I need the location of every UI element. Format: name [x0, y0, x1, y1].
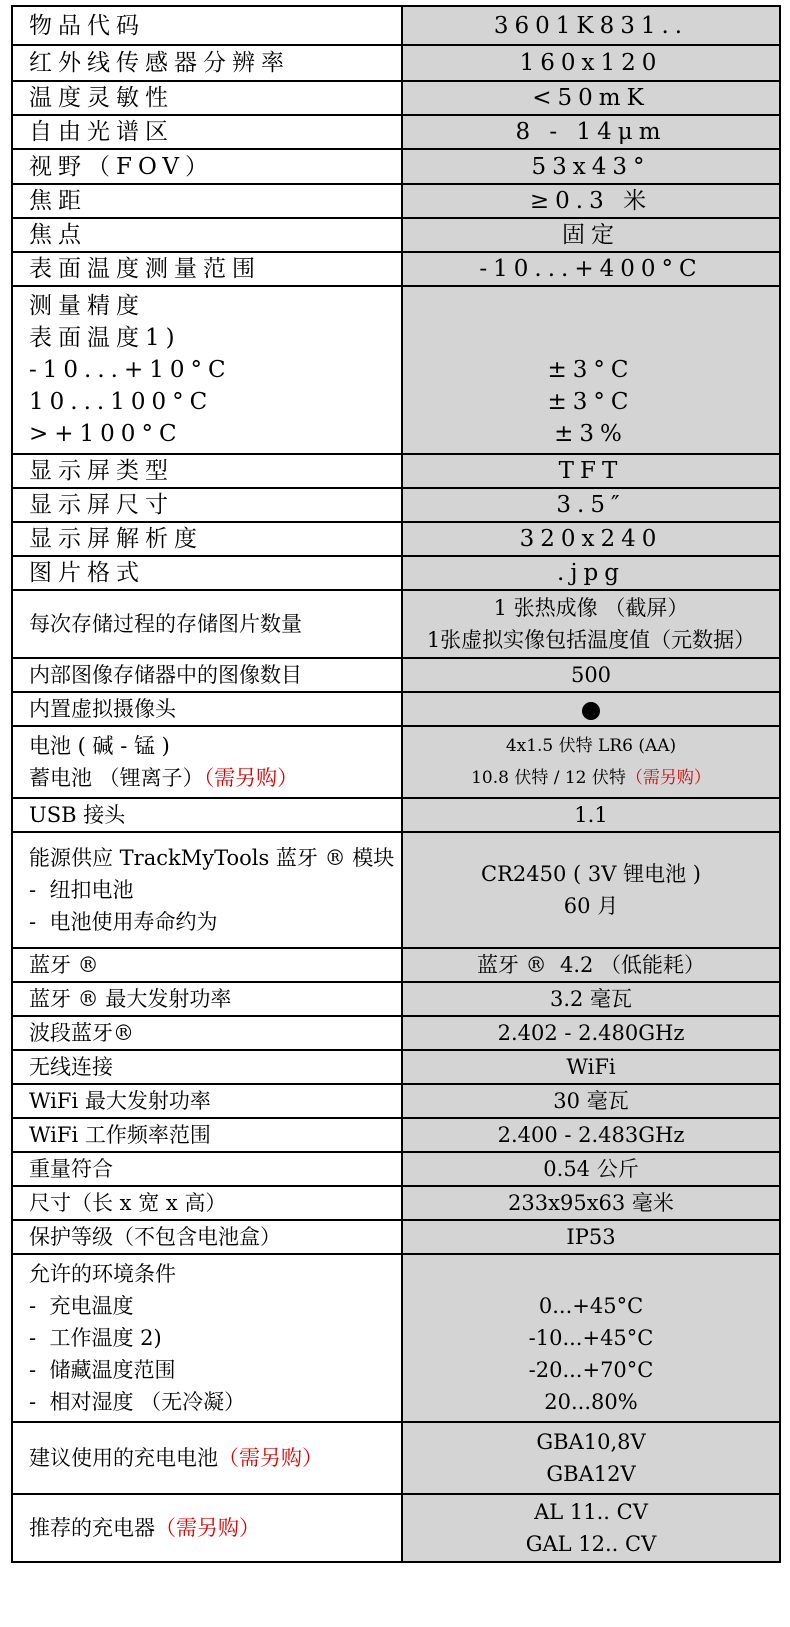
spec-value-text: AL 11.. CV — [534, 1500, 648, 1524]
spec-label — [29, 557, 401, 589]
spec-label — [29, 1322, 401, 1354]
spec-label-cell — [12, 1084, 402, 1118]
spec-value-cell — [402, 45, 780, 81]
spec-label-cell — [12, 1220, 402, 1254]
spec-label — [29, 1017, 401, 1049]
spec-value-text: 蓝牙 ® 4.2 （低能耗） — [476, 953, 706, 977]
spec-value — [403, 1528, 779, 1560]
spec-row — [12, 81, 780, 115]
spec-row — [12, 1050, 780, 1084]
spec-value-text: IP53 — [566, 1225, 616, 1249]
spec-value — [403, 1322, 779, 1354]
spec-label — [29, 949, 401, 981]
spec-label-text: 内置虚拟摄像头 — [29, 697, 176, 721]
spec-value — [403, 455, 779, 487]
spec-value — [403, 322, 779, 354]
spec-label — [29, 219, 401, 251]
spec-label-text: - 工作温度 2) — [29, 1326, 162, 1350]
spec-row — [12, 45, 780, 81]
spec-value — [403, 1426, 779, 1458]
spec-value-text: 60 月 — [563, 894, 619, 918]
spec-row — [12, 1422, 780, 1494]
spec-label-text: 尺寸（长 x 宽 x 高） — [29, 1191, 227, 1215]
spec-label-cell — [12, 1422, 402, 1494]
spec-value-cell — [402, 115, 780, 149]
spec-value-cell — [402, 1254, 780, 1422]
spec-value-text: 4x1.5 伏特 LR6 (AA) — [505, 736, 677, 756]
spec-value — [403, 1290, 779, 1322]
spec-value — [403, 253, 779, 285]
spec-value-cell — [402, 1494, 780, 1562]
spec-label — [29, 47, 401, 79]
spec-label-text: 焦点 — [29, 222, 87, 248]
spec-label-text: - 电池使用寿命约为 — [29, 910, 218, 934]
spec-label — [29, 1258, 401, 1290]
spec-value-cell — [402, 6, 780, 45]
purchase-separately-note: （需另购） — [155, 1516, 260, 1540]
spec-value-cell — [402, 556, 780, 590]
spec-label — [29, 730, 401, 762]
spec-value — [403, 1153, 779, 1185]
spec-value — [403, 116, 779, 148]
purchase-separately-note: （需另购） — [625, 768, 711, 788]
spec-value-cell — [402, 1220, 780, 1254]
spec-value — [403, 185, 779, 217]
spec-row — [12, 1152, 780, 1186]
spec-value-text: 233x95x63 毫米 — [508, 1191, 674, 1215]
spec-value — [403, 762, 779, 794]
spec-label-text: - 储藏温度范围 — [29, 1358, 176, 1382]
spec-value — [403, 1496, 779, 1528]
spec-label-cell — [12, 81, 402, 115]
spec-value — [403, 1386, 779, 1418]
spec-label — [29, 1119, 401, 1151]
spec-value-text: 2.402 - 2.480GHz — [497, 1021, 685, 1045]
spec-label-cell — [12, 692, 402, 726]
spec-value — [403, 386, 779, 418]
spec-value — [403, 799, 779, 831]
spec-label-cell — [12, 1494, 402, 1562]
spec-label — [29, 10, 401, 42]
spec-row — [12, 522, 780, 556]
spec-label — [29, 418, 401, 450]
spec-label — [29, 906, 401, 938]
spec-value — [403, 1187, 779, 1219]
spec-row — [12, 454, 780, 488]
spec-label — [29, 1290, 401, 1322]
spec-label-cell — [12, 6, 402, 45]
spec-value — [403, 592, 779, 624]
spec-value-cell — [402, 149, 780, 184]
spec-label-cell — [12, 590, 402, 658]
spec-label-text: 内部图像存储器中的图像数目 — [29, 663, 302, 687]
spec-label-text: USB 接头 — [29, 803, 126, 827]
spec-label-text: 表面温度测量范围 — [29, 256, 261, 282]
spec-label-cell — [12, 115, 402, 149]
spec-label — [29, 799, 401, 831]
spec-value-text: ±3% — [554, 421, 628, 447]
spec-value — [403, 1458, 779, 1490]
spec-label-text: 蓄电池 （锂离子） — [29, 766, 204, 790]
spec-label — [29, 82, 401, 114]
spec-label-text: - 相对湿度 （无冷凝） — [29, 1390, 246, 1414]
spec-table — [11, 5, 781, 1563]
spec-row — [12, 184, 780, 218]
spec-label-text: 表面温度1) — [29, 325, 181, 351]
spec-label-cell — [12, 45, 402, 81]
spec-row — [12, 798, 780, 832]
spec-label — [29, 253, 401, 285]
spec-label-cell — [12, 726, 402, 798]
spec-label-cell — [12, 556, 402, 590]
spec-value-cell — [402, 252, 780, 286]
spec-row — [12, 1186, 780, 1220]
spec-label-text: 图片格式 — [29, 560, 145, 586]
spec-row — [12, 6, 780, 45]
spec-value-cell — [402, 1186, 780, 1220]
spec-label — [29, 1354, 401, 1386]
spec-label — [29, 874, 401, 906]
spec-value — [403, 890, 779, 922]
spec-value-text — [588, 1262, 595, 1286]
spec-value-cell — [402, 488, 780, 522]
spec-label — [29, 185, 401, 217]
spec-value-text: -10...+400°C — [479, 256, 703, 282]
spec-label-text: 自由光谱区 — [29, 119, 174, 145]
spec-value-text: .jpg — [557, 560, 625, 586]
spec-row — [12, 590, 780, 658]
spec-value-text: 3.5″ — [556, 492, 626, 518]
spec-value-cell — [402, 184, 780, 218]
spec-label — [29, 693, 401, 725]
spec-label-text: 推荐的充电器 — [29, 1516, 155, 1540]
spec-row — [12, 832, 780, 948]
spec-value-cell — [402, 218, 780, 252]
spec-label — [29, 455, 401, 487]
spec-value-text — [584, 293, 597, 319]
spec-label-cell — [12, 1016, 402, 1050]
spec-value-text: 2.400 - 2.483GHz — [497, 1123, 685, 1147]
spec-value — [403, 858, 779, 890]
spec-row — [12, 252, 780, 286]
spec-label-text: 显示屏尺寸 — [29, 492, 174, 518]
spec-label-text: >+100°C — [29, 421, 183, 447]
spec-row — [12, 218, 780, 252]
spec-value-text: GBA10,8V — [536, 1430, 646, 1454]
spec-row — [12, 1254, 780, 1422]
spec-label — [29, 1386, 401, 1418]
spec-value-cell — [402, 454, 780, 488]
spec-value-text: 500 — [570, 663, 612, 687]
purchase-separately-note: （需另购） — [218, 1446, 323, 1470]
spec-value-text: 3601K831.. — [493, 12, 689, 39]
spec-value — [403, 1354, 779, 1386]
spec-label-cell — [12, 1254, 402, 1422]
spec-value — [403, 1258, 779, 1290]
spec-value-text: 0.54 公斤 — [543, 1157, 639, 1181]
spec-value-text: 0...+45°C — [538, 1294, 644, 1318]
spec-label — [29, 489, 401, 521]
spec-value — [403, 47, 779, 79]
spec-label-cell — [12, 286, 402, 454]
spec-row — [12, 1084, 780, 1118]
spec-row — [12, 658, 780, 692]
spec-value — [403, 523, 779, 555]
spec-label-text: 焦距 — [29, 188, 87, 214]
spec-value — [403, 693, 779, 725]
spec-label-cell — [12, 1050, 402, 1084]
spec-label-text: 视野（FOV） — [29, 153, 215, 180]
spec-value-text: -20...+70°C — [528, 1358, 654, 1382]
spec-label-text: 电池 ( 碱 - 锰 ) — [29, 734, 170, 758]
spec-value — [403, 489, 779, 521]
spec-label-text: 能源供应 TrackMyTools 蓝牙 ® 模块 — [29, 846, 395, 870]
spec-label-text: 显示屏类型 — [29, 458, 174, 484]
spec-label — [29, 1221, 401, 1253]
spec-value-cell — [402, 590, 780, 658]
spec-label-text: 蓝牙 ® — [29, 953, 99, 977]
spec-label-cell — [12, 982, 402, 1016]
spec-value — [403, 290, 779, 322]
spec-value-text: GAL 12.. CV — [525, 1532, 657, 1556]
spec-label — [29, 983, 401, 1015]
spec-value-text: 1 张热成像 （截屏） — [493, 596, 689, 620]
spec-label — [29, 116, 401, 148]
spec-label-cell — [12, 832, 402, 948]
spec-value — [403, 354, 779, 386]
spec-value-cell — [402, 81, 780, 115]
spec-row — [12, 1494, 780, 1562]
spec-label-text: 重量符合 — [29, 1157, 113, 1181]
spec-label-text: WiFi 工作频率范围 — [29, 1123, 211, 1147]
spec-row — [12, 556, 780, 590]
spec-value-text: 固定 — [562, 222, 620, 248]
spec-row — [12, 948, 780, 982]
spec-row — [12, 692, 780, 726]
spec-label-cell — [12, 658, 402, 692]
spec-value-text — [584, 325, 597, 351]
spec-value-cell — [402, 948, 780, 982]
spec-value — [403, 1085, 779, 1117]
spec-value-text: WiFi — [566, 1055, 616, 1079]
spec-label-cell — [12, 798, 402, 832]
spec-table-body — [12, 6, 780, 1562]
spec-label-cell — [12, 522, 402, 556]
spec-label-text: 波段蓝牙® — [29, 1021, 134, 1045]
spec-value — [403, 659, 779, 691]
spec-value-cell — [402, 982, 780, 1016]
spec-label-cell — [12, 1118, 402, 1152]
spec-label-cell — [12, 218, 402, 252]
spec-row — [12, 1118, 780, 1152]
purchase-separately-note: （需另购） — [203, 766, 299, 790]
spec-value — [403, 219, 779, 251]
spec-row — [12, 982, 780, 1016]
spec-value-cell — [402, 1152, 780, 1186]
spec-value-cell — [402, 832, 780, 948]
spec-label-cell — [12, 948, 402, 982]
spec-label — [29, 523, 401, 555]
spec-label — [29, 1442, 401, 1474]
spec-value-cell — [402, 798, 780, 832]
spec-value-text: ≥0.3 米 — [529, 188, 653, 214]
spec-value — [403, 624, 779, 656]
spec-value-text: 320x240 — [519, 526, 663, 552]
spec-label-text: 红外线传感器分辨率 — [29, 50, 290, 76]
spec-value-cell — [402, 1118, 780, 1152]
spec-label — [29, 1051, 401, 1083]
spec-label — [29, 1187, 401, 1219]
spec-value — [403, 10, 779, 42]
spec-value — [403, 983, 779, 1015]
spec-label-cell — [12, 184, 402, 218]
spec-label — [29, 354, 401, 386]
spec-label-text: 建议使用的充电电池 — [29, 1446, 218, 1470]
spec-label — [29, 762, 401, 794]
spec-row — [12, 1220, 780, 1254]
spec-row — [12, 488, 780, 522]
spec-value-text: -10...+45°C — [528, 1326, 654, 1350]
spec-value-text: 160x120 — [519, 50, 663, 76]
spec-label-text: -10...+10°C — [29, 357, 232, 383]
spec-label-text: 每次存储过程的存储图片数量 — [29, 612, 302, 636]
spec-value — [403, 151, 779, 183]
spec-label — [29, 1153, 401, 1185]
spec-value-cell — [402, 1016, 780, 1050]
spec-value-text: CR2450 ( 3V 锂电池 ) — [481, 862, 701, 886]
spec-value — [403, 82, 779, 114]
spec-value — [403, 949, 779, 981]
spec-label — [29, 151, 401, 183]
spec-label-cell — [12, 1186, 402, 1220]
spec-value-cell — [402, 1422, 780, 1494]
spec-label-cell — [12, 454, 402, 488]
spec-label-text: 允许的环境条件 — [29, 1262, 176, 1286]
spec-value — [403, 1017, 779, 1049]
spec-label — [29, 842, 401, 874]
filled-circle-icon — [582, 702, 600, 720]
spec-label-text: - 纽扣电池 — [29, 878, 134, 902]
spec-label-text: 测量精度 — [29, 293, 145, 319]
spec-value-cell — [402, 1084, 780, 1118]
spec-label-text: 温度灵敏性 — [29, 85, 174, 111]
spec-label — [29, 386, 401, 418]
spec-label-text: 显示屏解析度 — [29, 526, 203, 552]
spec-value-text: ±3°C — [547, 357, 635, 383]
spec-label — [29, 1085, 401, 1117]
spec-label — [29, 659, 401, 691]
spec-label — [29, 322, 401, 354]
spec-row — [12, 726, 780, 798]
spec-value — [403, 557, 779, 589]
spec-value-text: 1张虚拟实像包括温度值（元数据） — [426, 628, 756, 652]
spec-value-text: ±3°C — [547, 389, 635, 415]
spec-label-text: 10...100°C — [29, 389, 214, 415]
spec-row — [12, 1016, 780, 1050]
spec-value-text: 10.8 伏特 / 12 伏特 — [471, 768, 626, 788]
spec-label-cell — [12, 488, 402, 522]
spec-value-cell — [402, 726, 780, 798]
spec-label-text: 物品代码 — [29, 12, 145, 39]
spec-value-cell — [402, 522, 780, 556]
spec-value-text: 1.1 — [574, 803, 608, 827]
spec-value-text: 53x43° — [531, 153, 651, 180]
spec-value-text: GBA12V — [546, 1462, 636, 1486]
spec-value-text: <50mK — [532, 85, 650, 111]
spec-label — [29, 1512, 401, 1544]
spec-label-cell — [12, 1152, 402, 1186]
spec-value-cell — [402, 658, 780, 692]
spec-value-cell — [402, 286, 780, 454]
spec-value-cell — [402, 692, 780, 726]
spec-value-cell — [402, 1050, 780, 1084]
spec-label-cell — [12, 252, 402, 286]
spec-value — [403, 1051, 779, 1083]
spec-value — [403, 1221, 779, 1253]
spec-value-text: 8 - 14μm — [515, 119, 667, 145]
spec-label-text: 蓝牙 ® 最大发射功率 — [29, 987, 232, 1011]
spec-value-text: TFT — [558, 458, 624, 484]
spec-value — [403, 1119, 779, 1151]
spec-label — [29, 608, 401, 640]
spec-label-cell — [12, 149, 402, 184]
spec-row — [12, 286, 780, 454]
spec-value — [403, 418, 779, 450]
spec-label-text: WiFi 最大发射功率 — [29, 1089, 211, 1113]
spec-label-text: 无线连接 — [29, 1055, 113, 1079]
spec-label-text: 保护等级（不包含电池盒） — [29, 1225, 281, 1249]
spec-value-text: 20...80% — [544, 1390, 638, 1414]
spec-value — [403, 730, 779, 762]
spec-value-text: 30 毫瓦 — [553, 1089, 629, 1113]
spec-row — [12, 149, 780, 184]
spec-label — [29, 290, 401, 322]
spec-value-text: 3.2 毫瓦 — [549, 987, 633, 1011]
spec-label-text: - 充电温度 — [29, 1294, 134, 1318]
spec-row — [12, 115, 780, 149]
